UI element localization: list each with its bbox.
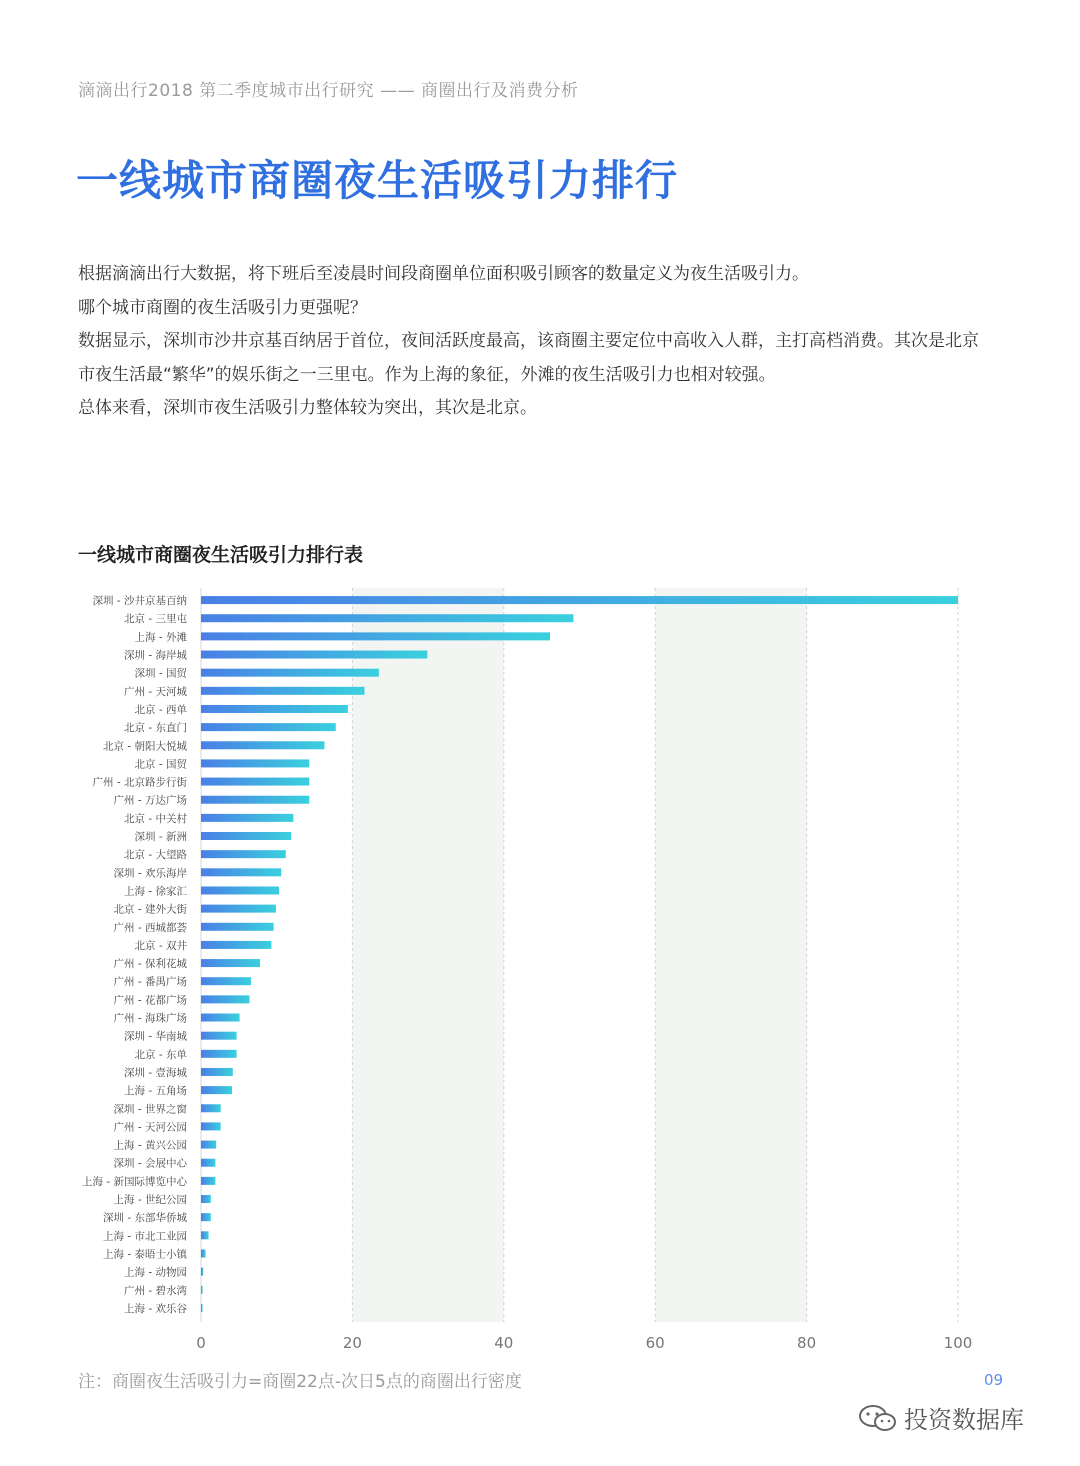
bar [201, 596, 958, 604]
bar [201, 1159, 215, 1167]
category-label: 广州 - 番禺广场 [113, 976, 187, 989]
bar [201, 832, 291, 840]
category-label: 广州 - 北京路步行街 [92, 776, 187, 789]
category-label: 深圳 - 沙井京基百纳 [92, 595, 187, 608]
intro-text [78, 258, 1018, 426]
x-tick-label: 0 [196, 1334, 206, 1350]
category-label: 北京 - 西单 [134, 703, 187, 716]
grid-band [352, 588, 503, 1322]
category-label: 北京 - 国贸 [134, 758, 187, 771]
bar [201, 651, 427, 659]
x-tick-label: 40 [494, 1334, 514, 1350]
bar [201, 1032, 237, 1040]
bar [201, 977, 251, 985]
bar [201, 923, 274, 931]
category-label: 北京 - 三里屯 [124, 613, 187, 626]
category-label: 深圳 - 华南城 [124, 1030, 187, 1043]
category-label: 广州 - 保利花城 [113, 958, 187, 971]
category-label: 深圳 - 海岸城 [124, 649, 187, 662]
x-tick-label: 60 [645, 1334, 665, 1350]
bar [201, 1177, 215, 1185]
category-label: 深圳 - 国贸 [134, 667, 187, 680]
bar [201, 723, 336, 731]
report-header: 滴滴出行2018 第二季度城市出行研究 —— 商圈出行及消费分析 [78, 81, 579, 101]
category-label: 上海 - 世纪公园 [113, 1194, 187, 1207]
bar [201, 759, 309, 767]
bar [201, 687, 365, 695]
chart-grid-bands [352, 588, 806, 1322]
bar [201, 1231, 209, 1239]
category-label: 深圳 - 会展中心 [113, 1157, 187, 1170]
bar [201, 705, 348, 713]
bar [201, 905, 276, 913]
bar [201, 1014, 240, 1022]
category-label: 广州 - 天河公园 [113, 1121, 187, 1134]
bar [201, 796, 309, 804]
bar [201, 1050, 237, 1058]
bar [201, 1086, 232, 1094]
chart-gridlines [201, 588, 958, 1322]
category-label: 北京 - 双井 [134, 939, 187, 952]
category-label: 广州 - 海珠广场 [113, 1012, 187, 1025]
chart-category-labels [82, 594, 188, 1315]
category-label: 广州 - 碧水湾 [124, 1284, 187, 1297]
intro-paragraph-2: 哪个城市商圈的夜生活吸引力更强呢？ [78, 297, 367, 318]
bar [201, 1068, 233, 1076]
bar [201, 614, 573, 622]
bar [201, 1304, 203, 1312]
category-label: 深圳 - 东部华侨城 [103, 1212, 187, 1225]
bar [201, 1268, 203, 1276]
bar [201, 741, 324, 749]
intro-paragraph-5: 总体来看，深圳市夜生活吸引力整体较为突出，其次是北京。 [78, 398, 537, 418]
category-label: 深圳 - 欢乐海岸 [113, 867, 187, 880]
bar [201, 1286, 203, 1294]
bar [201, 886, 279, 894]
category-label: 北京 - 大望路 [124, 849, 187, 862]
category-label: 广州 - 西城都荟 [113, 921, 187, 934]
category-label: 上海 - 外滩 [134, 631, 187, 644]
category-label: 深圳 - 新洲 [134, 831, 187, 844]
category-label: 北京 - 东直门 [124, 722, 187, 735]
category-label: 深圳 - 壹海城 [124, 1066, 187, 1079]
chart-bars [201, 596, 958, 1312]
x-tick-label: 100 [943, 1334, 973, 1350]
bar [201, 941, 271, 949]
page-number: 09 [984, 1371, 1004, 1389]
category-label: 上海 - 动物园 [124, 1266, 187, 1279]
category-label: 上海 - 五角场 [124, 1085, 187, 1098]
chart-x-ticks [196, 1334, 972, 1350]
intro-paragraph-3: 数据显示，深圳市沙井京基百纳居于首位，夜间活跃度最高，该商圈主要定位中高收入人群，主打高档消费。其次是北京 [78, 331, 979, 351]
category-label: 北京 - 东单 [134, 1048, 187, 1061]
category-label: 上海 - 市北工业园 [103, 1230, 187, 1243]
category-label: 深圳 - 世界之窗 [113, 1103, 187, 1116]
category-label: 北京 - 朝阳大悦城 [103, 740, 187, 753]
bar [201, 1122, 221, 1130]
bar [201, 959, 260, 967]
category-label: 广州 - 天河城 [124, 685, 187, 698]
bar [201, 1104, 221, 1112]
category-label: 上海 - 新国际博览中心 [82, 1175, 187, 1188]
bar [201, 1195, 211, 1203]
category-label: 上海 - 黄兴公园 [113, 1139, 187, 1152]
ranking-bar-chart [0, 580, 1080, 1350]
bar [201, 778, 309, 786]
chart-title: 一线城市商圈夜生活吸引力排行表 [78, 544, 364, 566]
page-title: 一线城市商圈夜生活吸引力排行 [76, 156, 679, 205]
bar [201, 1213, 211, 1221]
grid-band [655, 588, 806, 1322]
bar [201, 995, 249, 1003]
intro-paragraph-1: 根据滴滴出行大数据，将下班后至凌晨时间段商圈单位面积吸引顾客的数量定义为夜生活吸引力。 [78, 264, 809, 284]
bar [201, 868, 281, 876]
category-label: 北京 - 中关村 [124, 812, 187, 825]
footnote: 注：商圈夜生活吸引力=商圈22点-次日5点的商圈出行密度 [78, 1372, 522, 1392]
bar [201, 669, 379, 677]
bar [201, 632, 550, 640]
category-label: 上海 - 泰晤士小镇 [103, 1248, 187, 1261]
category-label: 广州 - 花都广场 [113, 994, 187, 1007]
x-tick-label: 80 [797, 1334, 817, 1350]
category-label: 上海 - 徐家汇 [124, 885, 187, 898]
bar [201, 814, 293, 822]
wechat-icon [858, 1403, 898, 1433]
category-label: 北京 - 建外大街 [113, 903, 187, 916]
bar [201, 1249, 206, 1257]
intro-paragraph-4: 市夜生活最“繁华”的娱乐街之一三里屯。作为上海的象征，外滩的夜生活吸引力也相对较强。 [78, 364, 776, 385]
category-label: 广州 - 万达广场 [113, 794, 187, 807]
bar [201, 850, 286, 858]
watermark [858, 1400, 1024, 1435]
bar [201, 1141, 216, 1149]
watermark-text: 投资数据库 [904, 1406, 1024, 1434]
category-label: 上海 - 欢乐谷 [124, 1302, 187, 1315]
x-tick-label: 20 [342, 1334, 362, 1350]
